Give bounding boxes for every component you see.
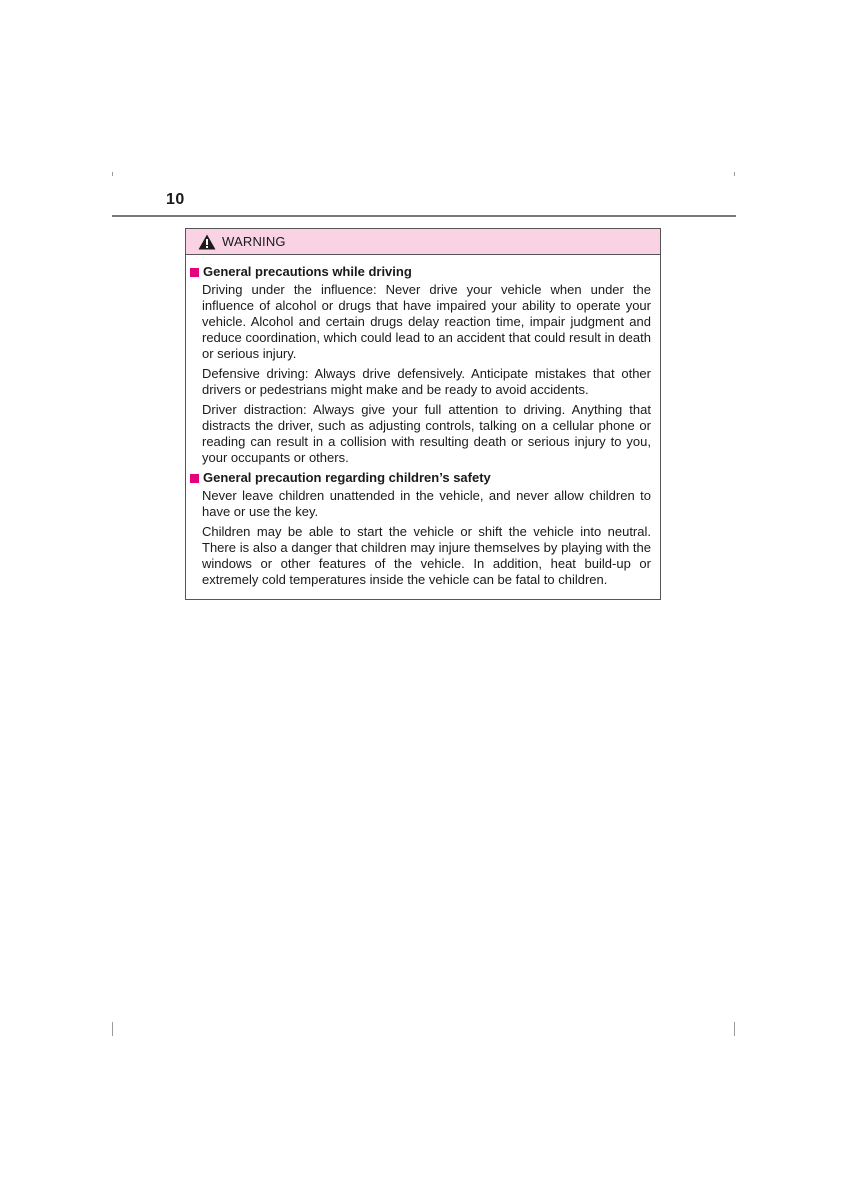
crop-mark-top-right [734,172,735,176]
crop-mark-bottom-right [734,1022,735,1036]
paragraph-driving-under-influence: Driving under the influence: Never drive your vehicle when under the influence of alcohol or drugs that have impaired your ability to operate your vehicle. Alcohol and certain drugs delay reaction time, impair judgment and reduce coordination, which could lead to an accident that could result in death or serious injury. [202,282,651,361]
crop-mark-bottom-left [112,1022,113,1036]
paragraph-children-danger: Children may be able to start the vehicle or shift the vehicle into neutral. There is also a danger that children may injure themselves by playing with the windows or other features of the vehicle. In addition, heat build-up or extremely cold temperatures inside the vehicle can be fatal to children. [202,524,651,587]
paragraph-children-unattended: Never leave children unattended in the vehicle, and never allow children to have or use the key. [202,488,651,519]
square-bullet-icon [190,474,199,483]
warning-box [185,228,661,600]
warning-title: WARNING [222,234,286,249]
section-heading-text: General precautions while driving [203,264,412,279]
warning-triangle-icon [198,234,216,250]
section-heading [190,264,651,280]
section-children-safety [190,470,651,588]
section-heading-text: General precaution regarding children’s safety [203,470,491,485]
square-bullet-icon [190,268,199,277]
crop-mark-top-left [112,172,113,176]
paragraph-defensive-driving: Defensive driving: Always drive defensively. Anticipate mistakes that other drivers or pedestrians might make and be ready to avoid accidents. [202,366,651,397]
warning-header [186,229,660,255]
section-heading [190,470,651,486]
section-driving-precautions [190,264,651,466]
header-rule [112,215,736,217]
warning-body [186,255,660,588]
page-number: 10 [166,191,185,208]
paragraph-driver-distraction: Driver distraction: Always give your full attention to driving. Anything that distracts the driver, such as adjusting controls, talking on a cellular phone or reading can result in a collision with resulting death or serious injury to you, your occupants or others. [202,402,651,465]
